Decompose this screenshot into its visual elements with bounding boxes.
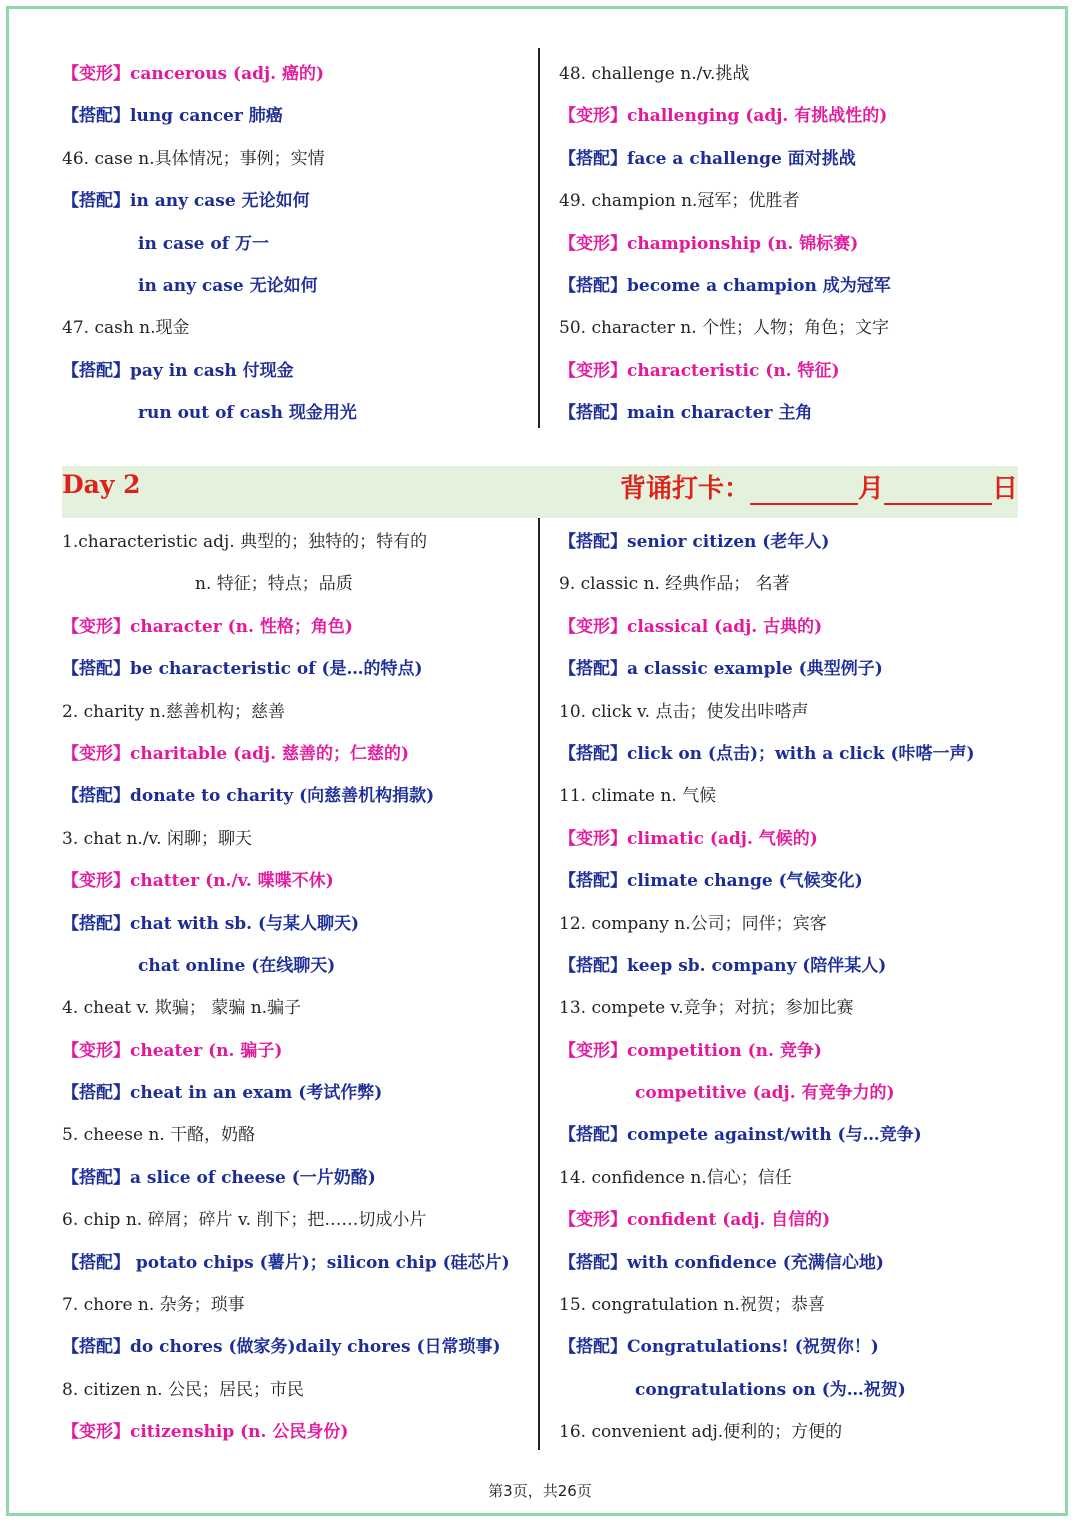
vocab-line: run out of cash 现金用光 <box>138 403 357 424</box>
column-divider-top <box>538 48 540 428</box>
vocab-line: 13. compete v.竞争；对抗；参加比赛 <box>559 998 854 1019</box>
vocab-line: 【搭配】become a champion 成为冠军 <box>559 275 891 296</box>
vocab-line: 2. charity n.慈善机构；慈善 <box>62 701 285 722</box>
vocab-line: 【搭配】donate to charity (向慈善机构捐款) <box>62 786 435 807</box>
vocab-line: 【变形】championship (n. 锦标赛) <box>559 233 859 254</box>
page-footer: 第3页，共26页 <box>488 1482 592 1500</box>
day-title: Day 2 <box>62 470 141 499</box>
vocab-line: 【搭配】do chores (做家务)daily chores (日常琐事) <box>62 1337 501 1358</box>
vocab-line: 46. case n.具体情况；事例；实情 <box>62 148 325 169</box>
vocab-line: 【变形】character (n. 性格；角色) <box>62 616 353 637</box>
top-left-column <box>62 56 532 438</box>
vocab-line: 【变形】competition (n. 竞争) <box>559 1040 822 1061</box>
vocab-line: 14. confidence n.信心；信任 <box>559 1167 792 1188</box>
bottom-right-column <box>559 524 1029 1457</box>
vocab-line: in case of 万一 <box>138 233 269 254</box>
vocab-line: 【变形】cancerous (adj. 癌的) <box>62 64 325 84</box>
vocab-line: 【搭配】in any case 无论如何 <box>62 191 310 212</box>
vocab-line: 【搭配】pay in cash 付现金 <box>62 360 294 381</box>
day-banner <box>62 466 1018 518</box>
vocab-line: 6. chip n. 碎屑；碎片 v. 削下；把……切成小片 <box>62 1210 427 1231</box>
vocab-line: 【搭配】main character 主角 <box>559 403 813 424</box>
vocab-line: 【变形】chatter (n./v. 喋喋不休) <box>62 871 334 892</box>
vocab-line: 【变形】citizenship (n. 公民身份) <box>62 1422 349 1443</box>
bottom-left-column <box>62 524 532 1457</box>
vocab-line: 【搭配】climate change (气候变化) <box>559 871 863 892</box>
vocab-line: 47. cash n.现金 <box>62 318 190 339</box>
month-label: 月 <box>857 474 884 504</box>
vocab-line: 1.characteristic adj. 典型的；独特的；特有的 <box>62 532 428 552</box>
vocab-line: 3. chat n./v. 闲聊；聊天 <box>62 828 252 849</box>
vocab-line: 【搭配】cheat in an exam (考试作弊) <box>62 1083 383 1104</box>
vocab-line: 【搭配】a classic example (典型例子) <box>559 659 883 680</box>
vocab-line: 【变形】charitable (adj. 慈善的；仁慈的) <box>62 743 410 764</box>
vocab-line: 15. congratulation n.祝贺；恭喜 <box>559 1295 825 1316</box>
vocab-line: 50. character n. 个性；人物；角色；文字 <box>559 318 890 339</box>
vocab-line: 【变形】classical (adj. 古典的) <box>559 616 823 637</box>
vocab-line: in any case 无论如何 <box>138 275 318 296</box>
vocab-line: 49. champion n.冠军；优胜者 <box>559 191 800 212</box>
vocab-line: 16. convenient adj.便利的；方便的 <box>559 1422 843 1443</box>
vocab-line: 4. cheat v. 欺骗； 蒙骗 n.骗子 <box>62 998 302 1019</box>
vocab-line: 【搭配】with confidence (充满信心地) <box>559 1252 884 1273</box>
month-blank <box>750 473 858 505</box>
vocab-line: 【变形】cheater (n. 骗子) <box>62 1040 283 1061</box>
top-right-column <box>559 56 1029 438</box>
vocab-line: 5. cheese n. 干酪，奶酪 <box>62 1125 256 1146</box>
vocab-line: 12. company n.公司；同伴；宾客 <box>559 913 827 934</box>
vocab-line: competitive (adj. 有竞争力的) <box>635 1083 895 1104</box>
vocab-line: 11. climate n. 气候 <box>559 786 717 807</box>
vocab-line: 【搭配】lung cancer 肺癌 <box>62 106 283 127</box>
vocab-line: 【变形】challenging (adj. 有挑战性的) <box>559 106 888 127</box>
vocab-line: congratulations on (为…祝贺) <box>635 1379 906 1400</box>
vocab-line: 【搭配】face a challenge 面对挑战 <box>559 148 856 169</box>
vocab-line: n. 特征；特点；品质 <box>195 574 353 595</box>
day-blank <box>884 473 992 505</box>
vocab-line: 【搭配】keep sb. company (陪伴某人) <box>559 955 887 976</box>
vocab-line: 【变形】characteristic (n. 特征) <box>559 360 840 381</box>
checkin-field <box>620 468 1018 505</box>
vocab-line: 9. classic n. 经典作品； 名著 <box>559 574 790 595</box>
checkin-label: 背诵打卡： <box>619 474 750 504</box>
vocab-line: 【搭配】Congratulations! (祝贺你！) <box>559 1337 879 1358</box>
vocab-line: 【搭配】be characteristic of (是…的特点) <box>62 659 423 680</box>
vocab-line: 7. chore n. 杂务；琐事 <box>62 1295 245 1316</box>
vocab-line: chat online (在线聊天) <box>138 955 336 976</box>
vocab-line: 【搭配】 potato chips (薯片)；silicon chip (硅芯片) <box>62 1252 510 1273</box>
vocab-line: 【搭配】click on (点击)；with a click (咔嗒一声) <box>559 743 975 764</box>
vocab-line: 【搭配】chat with sb. (与某人聊天) <box>62 913 360 934</box>
vocab-line: 【搭配】compete against/with (与…竞争) <box>559 1125 922 1146</box>
vocab-line: 【变形】climatic (adj. 气候的) <box>559 828 818 849</box>
day-label: 日 <box>991 474 1018 504</box>
vocab-line: 48. challenge n./v.挑战 <box>559 64 750 84</box>
column-divider-bottom <box>538 518 540 1450</box>
vocab-line: 10. click v. 点击；使发出咔嗒声 <box>559 701 809 722</box>
vocab-line: 【变形】confident (adj. 自信的) <box>559 1210 831 1231</box>
vocab-line: 【搭配】senior citizen (老年人) <box>559 532 830 552</box>
vocab-line: 【搭配】a slice of cheese (一片奶酪) <box>62 1167 376 1188</box>
vocab-line: 8. citizen n. 公民；居民；市民 <box>62 1379 304 1400</box>
